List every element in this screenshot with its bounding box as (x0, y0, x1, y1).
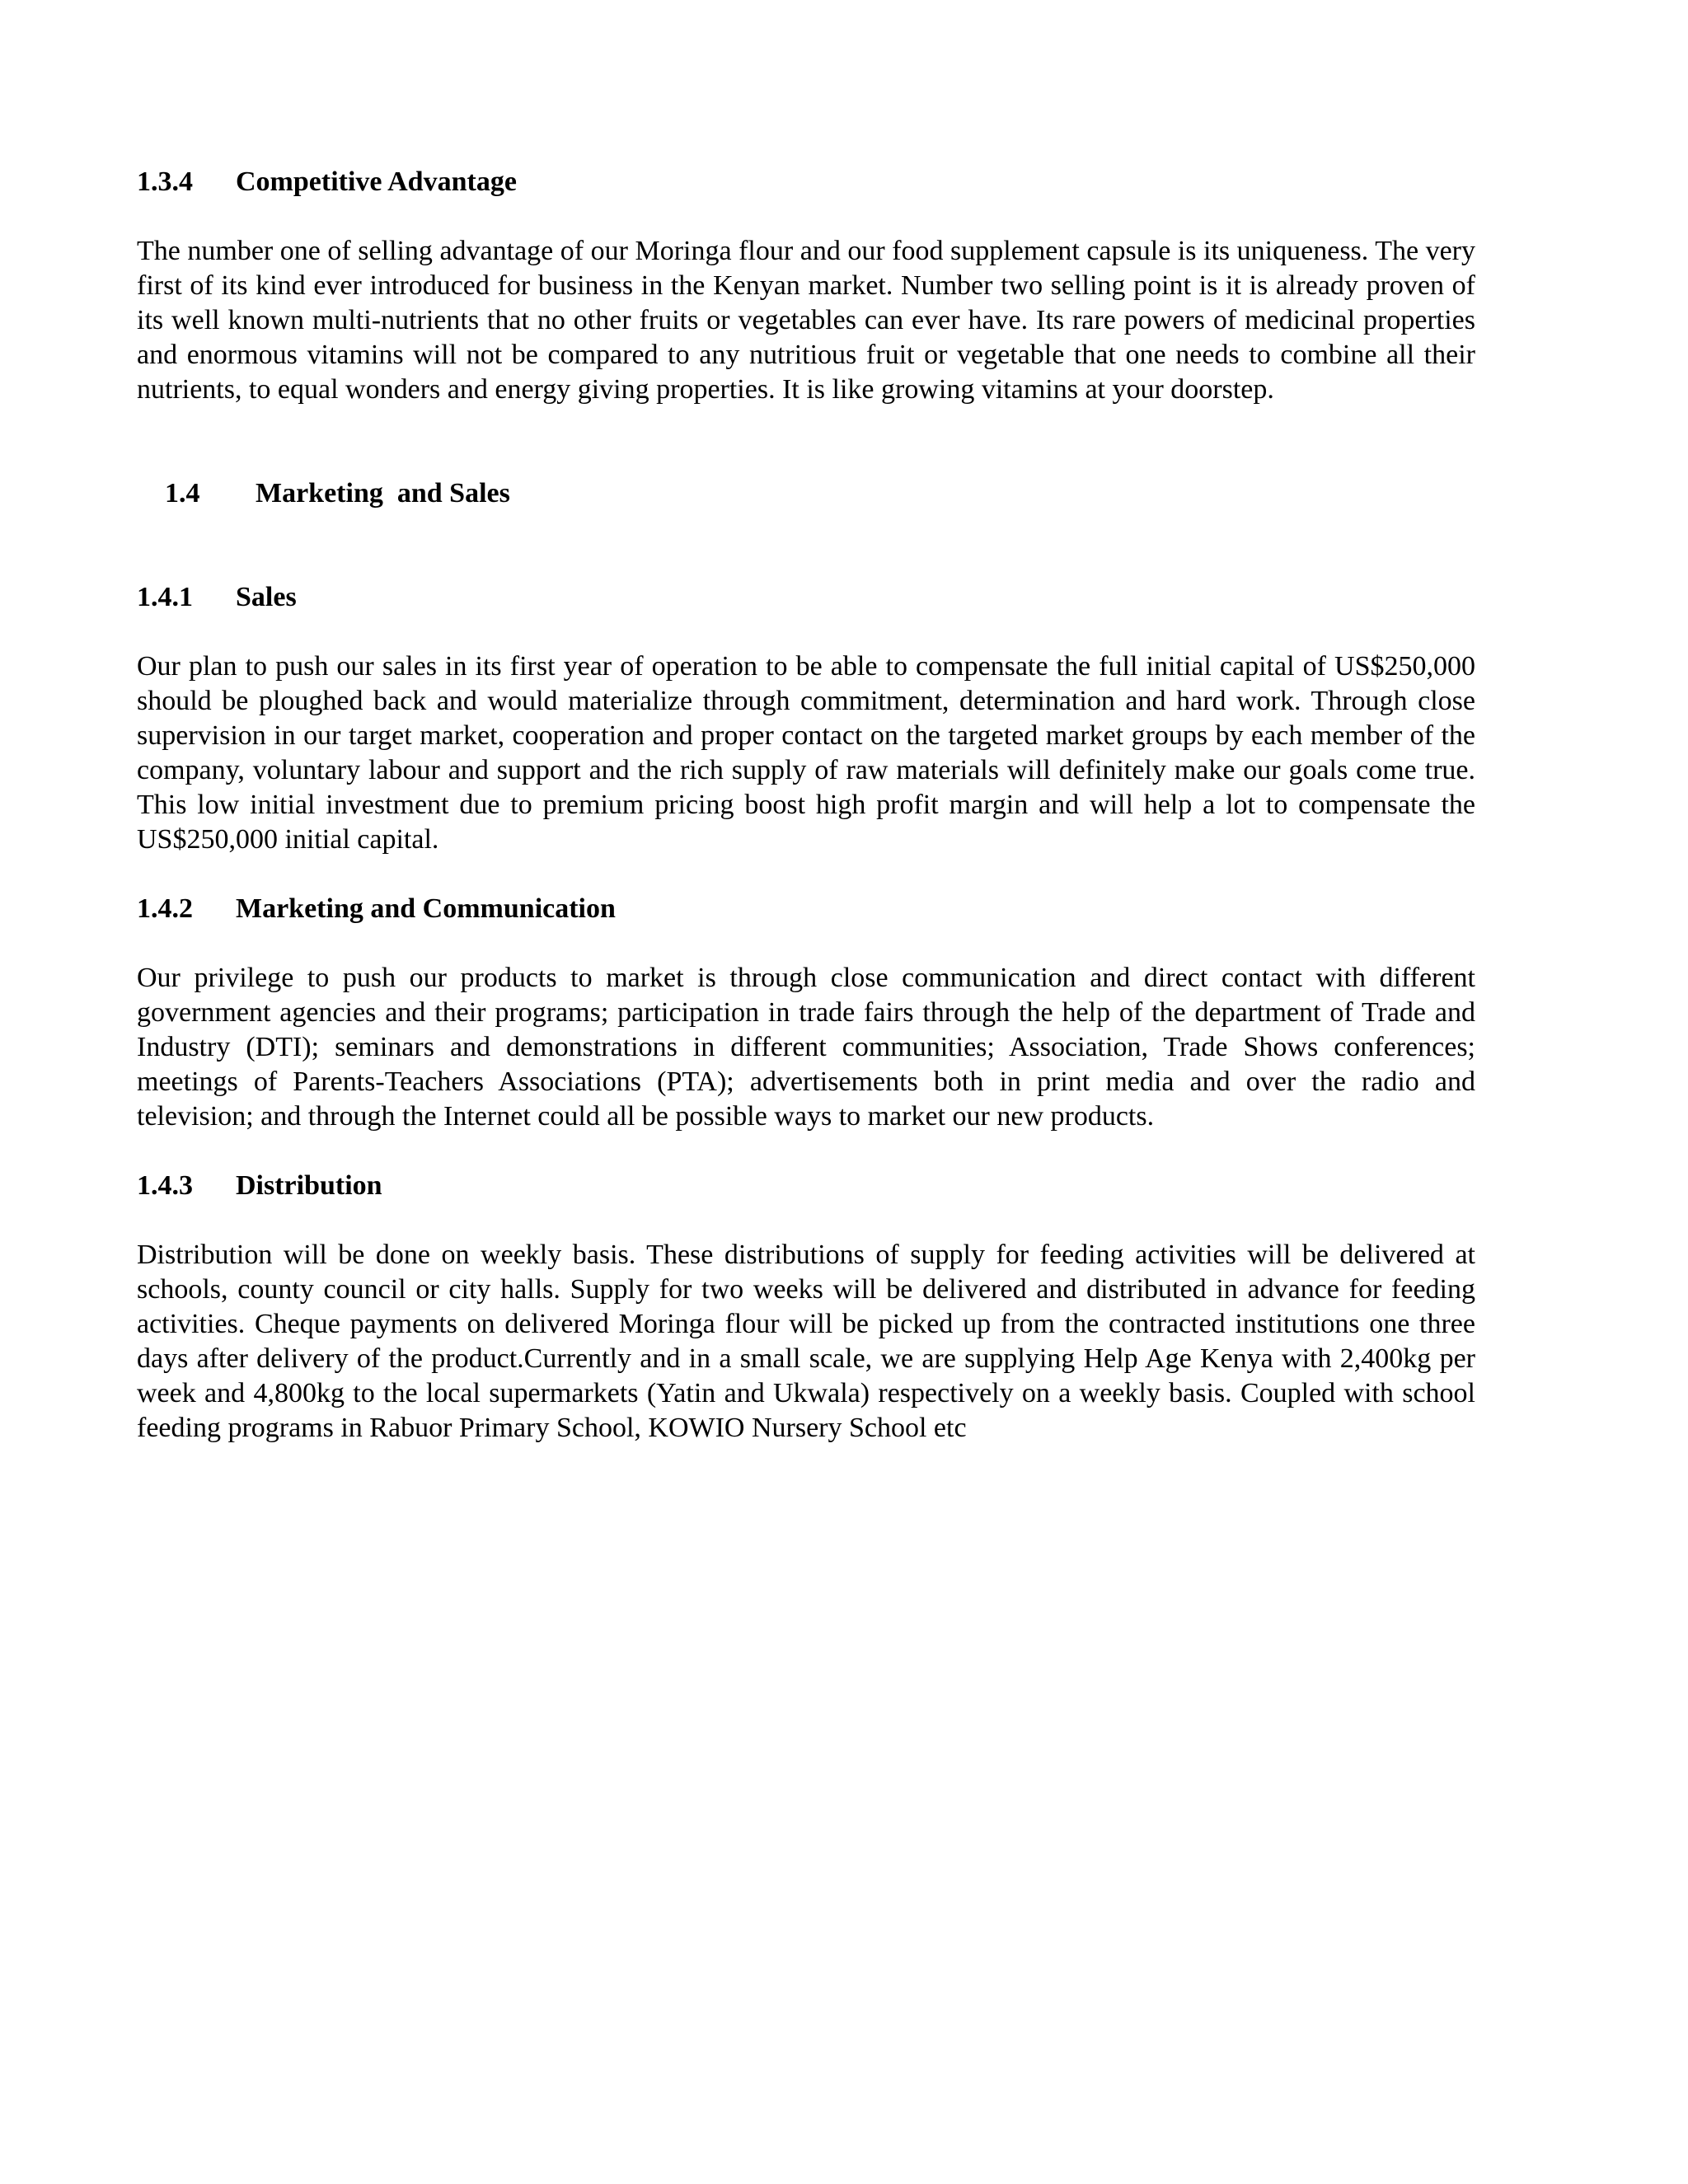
section-number: 1.4.2 (137, 893, 193, 924)
paragraph-competitive-advantage: The number one of selling advantage of our Moringa flour and our food supplement capsule is its uniqueness. The very first of its kind ever introduced for business in the Kenyan market. Number two selling point is it is already proven of its well known multi-nutrients that no other fruits or vegetables can ever have. Its rare powers of medicinal properties and enormous vitamins will not be compared to any nutritious fruit or vegetable that one needs to combine all their nutrients, to equal wonders and energy giving properties. It is like growing vitamins at your doorstep. (137, 236, 1475, 405)
section-title: Marketing and Sales (256, 478, 510, 509)
paragraph-marketing-and-communication: Our privilege to push our products to market is through close communication and direct contact with different government agencies and their programs; participation in trade fairs through the help of the department of Trade and Industry (DTI); seminars and demonstrations in different communities; Association, Trade Shows conferences; meetings of Parents-Teachers Associations (PTA); advertisements both in print media and over the radio and television; and through the Internet could all be possible ways to market our new products. (137, 963, 1475, 1132)
section-heading-marketing-and-communication (137, 892, 1475, 926)
section-heading-competitive-advantage (137, 165, 1475, 199)
section-title: Competitive Advantage (236, 166, 517, 197)
section-title: Sales (236, 582, 297, 612)
section-number: 1.4 (165, 478, 200, 509)
section-title: Marketing and Communication (236, 893, 616, 924)
section-number: 1.4.1 (137, 582, 193, 612)
paragraph-sales: Our plan to push our sales in its first year of operation to be able to compensate the full initial capital of US$250,000 should be ploughed back and would materialize through commitment, determination and hard work. Through close supervision in our target market, cooperation and proper contact on the targeted market groups by each member of the company, voluntary labour and support and the rich supply of raw materials will definitely make our goals come true. This low initial investment due to premium pricing boost high profit margin and will help a lot to compensate the US$250,000 initial capital. (137, 651, 1475, 855)
section-number: 1.3.4 (137, 166, 193, 197)
section-title: Distribution (236, 1170, 382, 1201)
paragraph-distribution: Distribution will be done on weekly basis. These distributions of supply for feeding activities will be delivered at schools, county council or city halls. Supply for two weeks will be delivered and distributed in advance for feeding activities. Cheque payments on delivered Moringa flour will be picked up from the contracted institutions one three days after delivery of the product.Currently and in a small scale, we are supplying Help Age Kenya with 2,400kg per week and 4,800kg to the local supermarkets (Yatin and Ukwala) respectively on a weekly basis. Coupled with school feeding programs in Rabuor Primary School, KOWIO Nursery School etc (137, 1240, 1475, 1443)
document-page (137, 165, 1475, 1446)
section-heading-sales (137, 580, 1475, 615)
section-number: 1.4.3 (137, 1170, 193, 1201)
section-heading-marketing-and-sales (137, 442, 1475, 546)
section-heading-distribution (137, 1169, 1475, 1203)
